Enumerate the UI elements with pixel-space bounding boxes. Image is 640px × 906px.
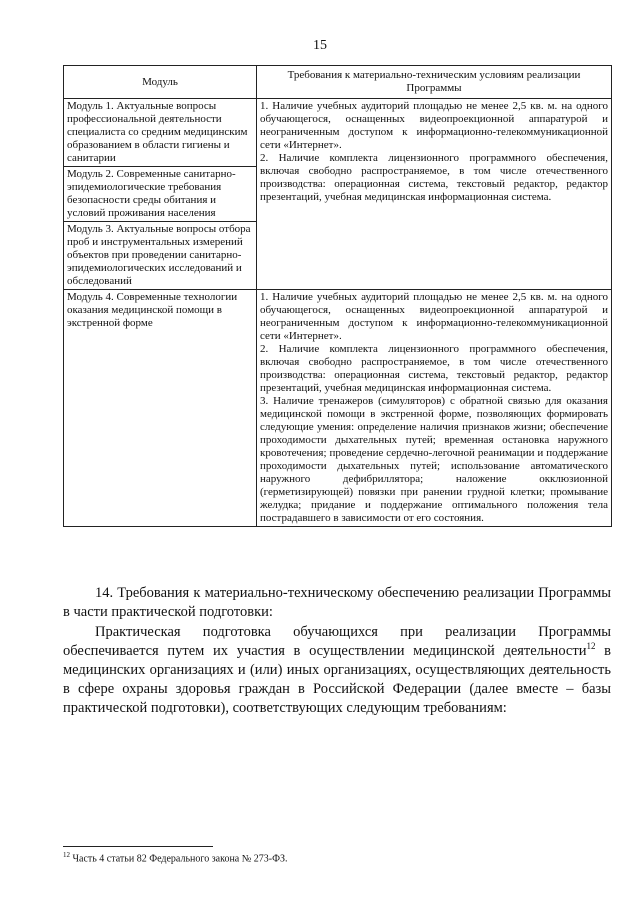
requirements-group-1: [257, 99, 612, 290]
table-header-row: [64, 66, 612, 99]
requirement-item: 1. Наличие учебных аудиторий площадью не менее 2,5 кв. м. на одного обучающегося, оснащенных видеопроекционной аппаратурой и неограниченным доступом к информационно-телекоммуникационной сети «Интернет».: [260, 291, 608, 342]
requirement-item: 2. Наличие комплекта лицензионного программного обеспечения, включая свободно распространяемое, в том числе отечественного производства: операционная система, текстовый редактор, редактор презентаций, учебная медицинская информационная система.: [260, 343, 608, 394]
footnote-text: Часть 4 статьи 82 Федерального закона № 273-ФЗ.: [70, 853, 288, 865]
footnote: [63, 851, 288, 864]
table-row: [64, 290, 612, 527]
table-row: [64, 99, 612, 167]
module-2-cell: Модуль 2. Современные санитарно-эпидемиологические требования безопасности среды обитания и условий проживания населения: [64, 167, 257, 222]
footnote-number: 12: [63, 851, 70, 859]
header-module: Модуль: [64, 66, 257, 99]
requirement-item: 2. Наличие комплекта лицензионного программного обеспечения, включая свободно распространяемое, в том числе отечественного производства: операционная система, текстовый редактор, редактор презентаций, учебная медицинская информационная система.: [260, 152, 608, 203]
requirement-item: 1. Наличие учебных аудиторий площадью не менее 2,5 кв. м. на одного обучающегося, оснащенных видеопроекционной аппаратурой и неограниченным доступом к информационно-телекоммуникационной сети «Интернет».: [260, 100, 608, 151]
header-requirements: Требования к материально-техническим условиям реализации Программы: [257, 66, 612, 99]
module-4-cell: Модуль 4. Современные технологии оказания медицинской помощи в экстренной форме: [64, 290, 257, 527]
module-3-cell: Модуль 3. Актуальные вопросы отбора проб и инструментальных измерений объектов при проведении санитарно-эпидемиологических исследований и обследований: [64, 222, 257, 290]
requirements-group-2: [257, 290, 612, 527]
requirements-table: [63, 65, 612, 527]
module-1-cell: Модуль 1. Актуальные вопросы профессиональной деятельности специалиста со средним медицинским образованием в области гигиены и санитарии: [64, 99, 257, 167]
page-number: 15: [313, 38, 327, 53]
paragraph-text: Практическая подготовка обучающихся при реализации Программы обеспечивается путем их участия в осуществлении медицинской деятельности: [63, 624, 611, 659]
paragraph-text-continued: в медицинских организациях и (или) иных организациях, осуществляющих деятельность в сфере охраны здоровья граждан в Российской Федерации (далее вместе – базы практической подготовки), соответствующих следующим требованиям:: [63, 643, 611, 716]
footnote-reference: 12: [586, 641, 596, 652]
body-paragraph: [63, 623, 611, 718]
requirement-item: 3. Наличие тренажеров (симуляторов) с обратной связью для оказания медицинской помощи в экстренной форме, позволяющих формировать следующие умения: определение наличия признаков жизни; обеспечение проходимости дыхательных путей; временная остановка наружного кровотечения; проведение сердечно-легочной реанимации и поддержание проходимости дыхательных путей; использование автоматического наружного дефибриллятора; наложение окклюзионной (герметизирующей) повязки при ранении грудной клетки; промывание желудка; придание и поддержание оптимального положения тела пострадавшего в зависимости от его состояния.: [260, 395, 608, 524]
footnote-separator: [63, 846, 213, 847]
section-heading: 14. Требования к материально-техническому обеспечению реализации Программы в части практической подготовки:: [63, 585, 611, 620]
